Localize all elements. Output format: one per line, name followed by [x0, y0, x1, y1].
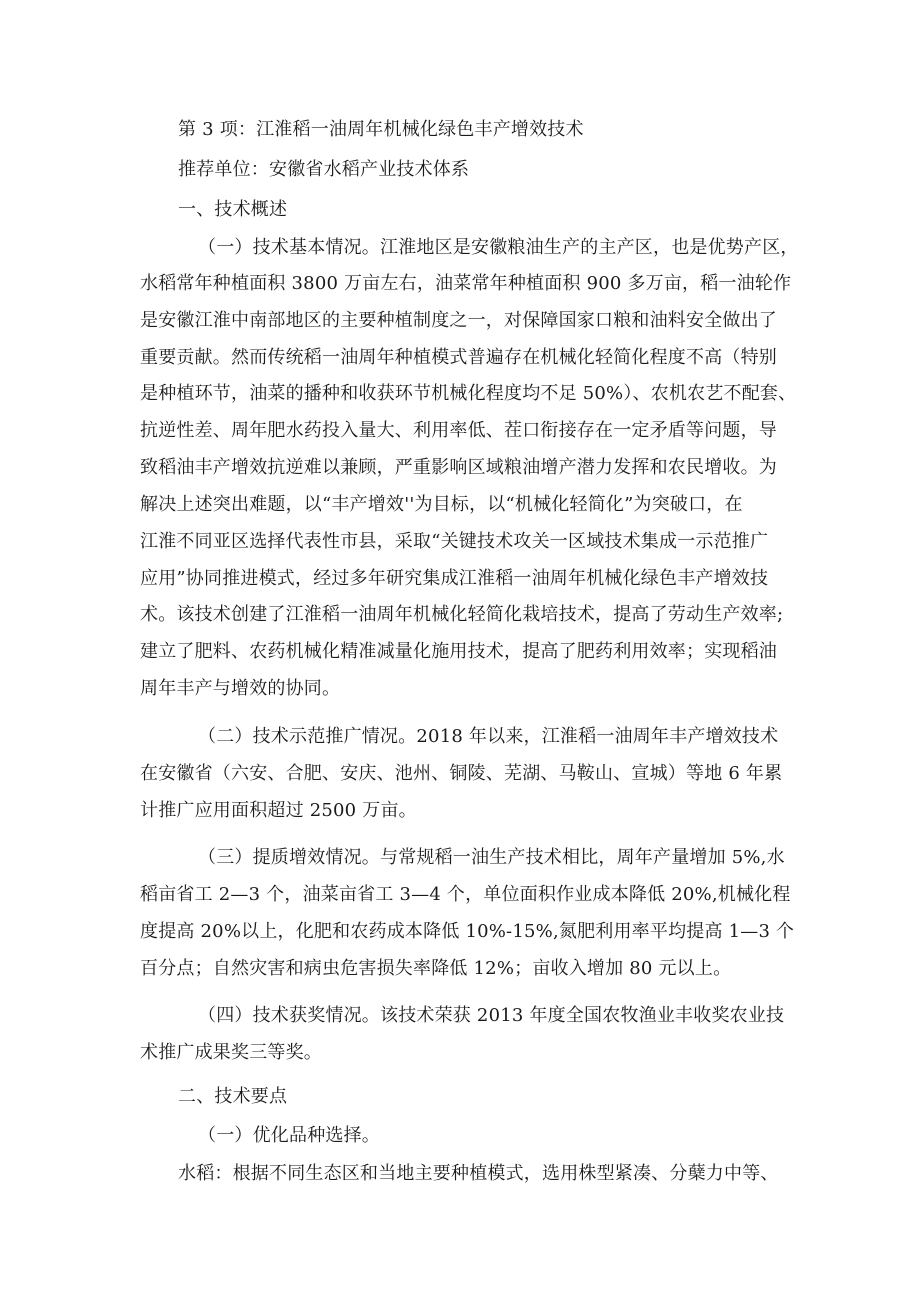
item-title: 第 3 项：江淮稻一油周年机械化绿色丰产增效技术	[178, 119, 584, 140]
paragraph-line: 是种植环节，油菜的播种和收获环节机械化程度均不足 50%）、农机农艺不配套、	[140, 383, 797, 404]
paragraph-line: 度提高 20%以上，化肥和农药成本降低 10%-15%,氮肥利用率平均提高 1—3 个	[140, 921, 795, 942]
recommending-unit: 推荐单位：安徽省水稻产业技术体系	[178, 159, 470, 180]
paragraph-line: 是安徽江淮中南部地区的主要种植制度之一，对保障国家口粮和油料安全做出了	[140, 310, 777, 331]
paragraph-line: 周年丰产与增效的协同。	[140, 678, 341, 699]
subsection-variety-selection: （一）优化品种选择。	[198, 1125, 380, 1146]
paragraph-line: 稻亩省工 2—3 个，油菜亩省工 3—4 个，单位面积作业成本降低 20%,机械化程	[140, 884, 791, 905]
paragraph-line: 在安徽省（六安、合肥、安庆、池州、铜陵、芜湖、马鞍山、宣城）等地 6 年累	[140, 763, 783, 784]
section-heading-key-points: 二、技术要点	[178, 1086, 288, 1107]
paragraph-line: 术推广成果奖三等奖。	[140, 1042, 322, 1063]
paragraph-line: 抗逆性差、周年肥水药投入量大、利用率低、茬口衔接存在一定矛盾等问题，导	[140, 420, 777, 441]
paragraph-line: 术。该技术创建了江淮稻一油周年机械化轻简化栽培技术，提高了劳动生产效率;	[140, 604, 784, 625]
paragraph-line: 重要贡献。然而传统稻一油周年种植模式普遍存在机械化轻简化程度不高（特别	[140, 347, 777, 368]
paragraph-line: 百分点；自然灾害和病虫危害损失率降低 12%；亩收入增加 80 元以上。	[140, 958, 732, 979]
paragraph-line: 解决上述突出难题，以“丰产增效''为目标，以“机械化轻简化”为突破口，在	[140, 494, 743, 515]
paragraph-line: （四）技术获奖情况。该技术荣获 2013 年度全国农牧渔业丰收奖农业技	[198, 1005, 785, 1026]
paragraph-line: 建立了肥料、农药机械化精准减量化施用技术，提高了肥药利用效率；实现稻油	[140, 641, 777, 662]
paragraph-line: （一）技术基本情况。江淮地区是安徽粮油生产的主产区，也是优势产区，	[198, 237, 799, 258]
paragraph-line: （三）提质增效情况。与常规稻一油生产技术相比，周年产量增加 5%,水	[198, 847, 785, 868]
paragraph-line: （二）技术示范推广情况。2018 年以来，江淮稻一油周年丰产增效技术	[198, 726, 779, 747]
paragraph-rice-variety: 水稻：根据不同生态区和当地主要种植模式，选用株型紧凑、分蘖力中等、	[178, 1163, 779, 1184]
paragraph-line: 应用”协同推进模式，经过多年研究集成江淮稻一油周年机械化绿色丰产增效技	[140, 568, 769, 589]
paragraph-line: 水稻常年种植面积 3800 万亩左右，油菜常年种植面积 900 多万亩，稻一油轮作	[140, 273, 792, 294]
section-heading-overview: 一、技术概述	[178, 199, 288, 220]
paragraph-line: 致稻油丰产增效抗逆难以兼顾，严重影响区域粮油增产潜力发挥和农民增收。为	[140, 457, 777, 478]
paragraph-line: 计推广应用面积超过 2500 万亩。	[140, 800, 417, 821]
paragraph-line: 江淮不同亚区选择代表性市县，采取“关键技术攻关一区域技术集成一示范推广	[140, 531, 769, 552]
